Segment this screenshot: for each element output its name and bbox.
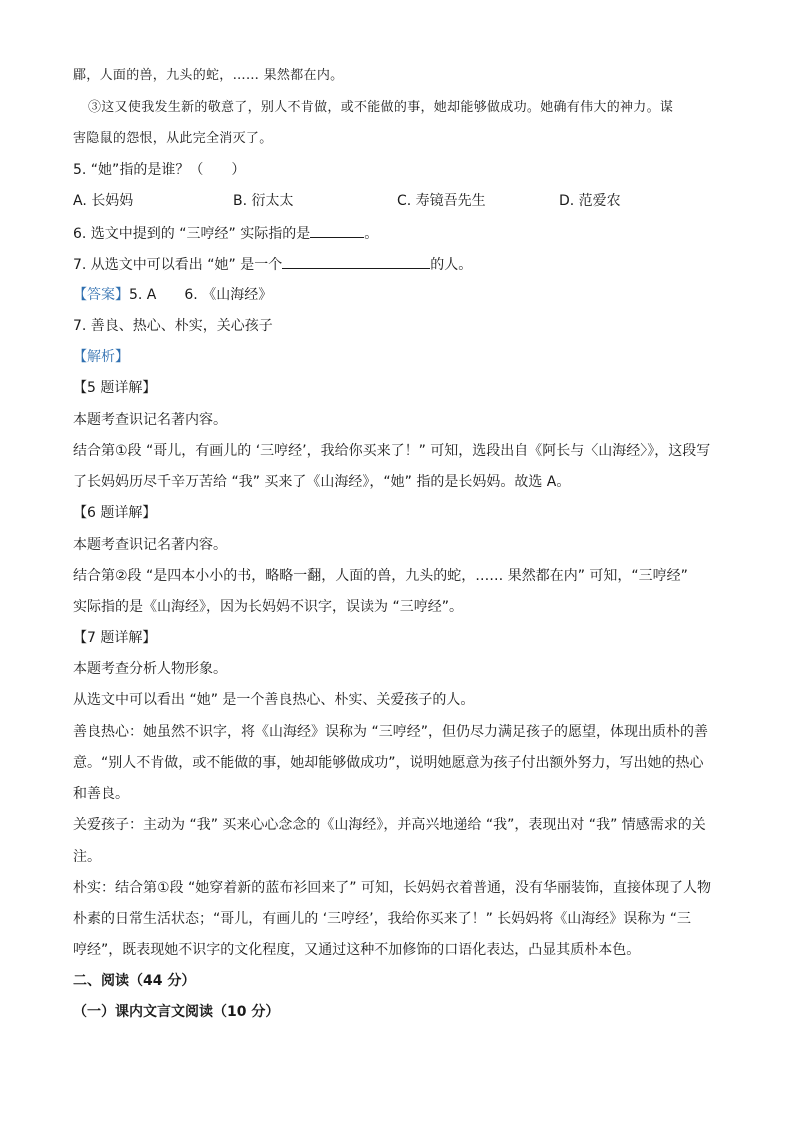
question-7 — [73, 254, 723, 275]
detail-7-line-3: 善良热心：她虽然不识字，将《山海经》误称为 “三哼经”，但仍尽力满足孩子的愿望，体现出质朴的善 — [73, 724, 708, 740]
section-heading-2: 二、阅读（44 分） — [73, 973, 196, 989]
detail-heading-6: 【6 题详解】 — [73, 505, 157, 521]
question-6-text: 6. 选文中提到的 “三哼经” 实际指的是 — [73, 226, 311, 242]
answer-text: 5. A 6. 《山海经》 — [129, 287, 273, 303]
detail-7-line-7: 注。 — [73, 849, 101, 865]
question-7-end: 的人。 — [430, 257, 473, 273]
detail-heading-7: 【7 题详解】 — [73, 630, 157, 646]
answer-blank-6 — [310, 223, 364, 238]
detail-7-line-9: 朴素的日常生活状态；“哥儿，有画儿的 ‘三哼经’，我给你买来了！” 长妈妈将《山海经》误称为 “三 — [73, 911, 692, 927]
passage-line-3: 害隐鼠的怨恨，从此完全消灭了。 — [73, 131, 273, 146]
answer-tag: 【答案】 — [73, 287, 129, 303]
question-6 — [73, 223, 723, 244]
answer-blank-7 — [282, 254, 430, 269]
option-a: A. 长妈妈 — [73, 193, 134, 209]
detail-7-line-2: 从选文中可以看出 “她” 是一个善良热心、朴实、关爱孩子的人。 — [73, 692, 475, 708]
option-b: B. 衍太太 — [233, 193, 294, 209]
detail-7-line-4: 意。“别人不肯做，或不能做的事，她却能够做成功”，说明她愿意为孩子付出额外努力，写出她的热心 — [73, 755, 704, 771]
detail-5-line-3: 了长妈妈历尽千辛万苦给 “我” 买来了《山海经》，“她” 指的是长妈妈。故选 A。 — [73, 474, 571, 490]
detail-6-line-2: 结合第②段 “是四本小小的书，略略一翻，人面的兽，九头的蛇，…… 果然都在内” 可知，“三哼经” — [73, 568, 688, 584]
subsection-heading-1: （一）课内文言文阅读（10 分） — [73, 1004, 280, 1020]
passage-line-1: 郿，人面的兽，九头的蛇，…… 果然都在内。 — [73, 68, 344, 83]
question-5-options — [73, 191, 723, 211]
detail-5-line-1: 本题考查识记名著内容。 — [73, 412, 227, 428]
analysis-tag: 【解析】 — [73, 349, 129, 365]
option-d: D. 范爱农 — [559, 193, 621, 209]
detail-7-line-1: 本题考查分析人物形象。 — [73, 661, 227, 677]
detail-7-line-10: 哼经”，既表现她不识字的文化程度，又通过这种不加修饰的口语化表达，凸显其质朴本色。 — [73, 942, 641, 958]
option-c: C. 寿镜吾先生 — [397, 193, 486, 209]
answer-line — [73, 285, 723, 305]
question-6-end: 。 — [364, 226, 379, 242]
detail-7-line-5: 和善良。 — [73, 786, 129, 802]
detail-5-line-2: 结合第①段 “哥儿，有画儿的 ‘三哼经’，我给你买来了！” 可知，选段出自《阿长与〈山海经〉》，这段写 — [73, 443, 711, 459]
question-7-text: 7. 从选文中可以看出 “她” 是一个 — [73, 257, 283, 273]
answer-line-2: 7. 善良、热心、朴实，关心孩子 — [73, 318, 273, 334]
detail-7-line-6: 关爱孩子：主动为 “我” 买来心心念念的《山海经》，并高兴地递给 “我”，表现出对 “我” 情感需求的关 — [73, 817, 706, 833]
detail-7-line-8: 朴实：结合第①段 “她穿着新的蓝布衫回来了” 可知，长妈妈衣着普通，没有华丽装饰，直接体现了人物 — [73, 880, 711, 896]
detail-6-line-3: 实际指的是《山海经》，因为长妈妈不识字，误读为 “三哼经”。 — [73, 599, 463, 615]
passage-line-2: ③这又使我发生新的敬意了，别人不肯做，或不能做的事，她却能够做成功。她确有伟大的神力。谋 — [88, 100, 674, 115]
detail-6-line-1: 本题考查识记名著内容。 — [73, 537, 227, 553]
detail-heading-5: 【5 题详解】 — [73, 380, 157, 396]
question-5: 5. “她”指的是谁？（ ） — [73, 162, 246, 178]
